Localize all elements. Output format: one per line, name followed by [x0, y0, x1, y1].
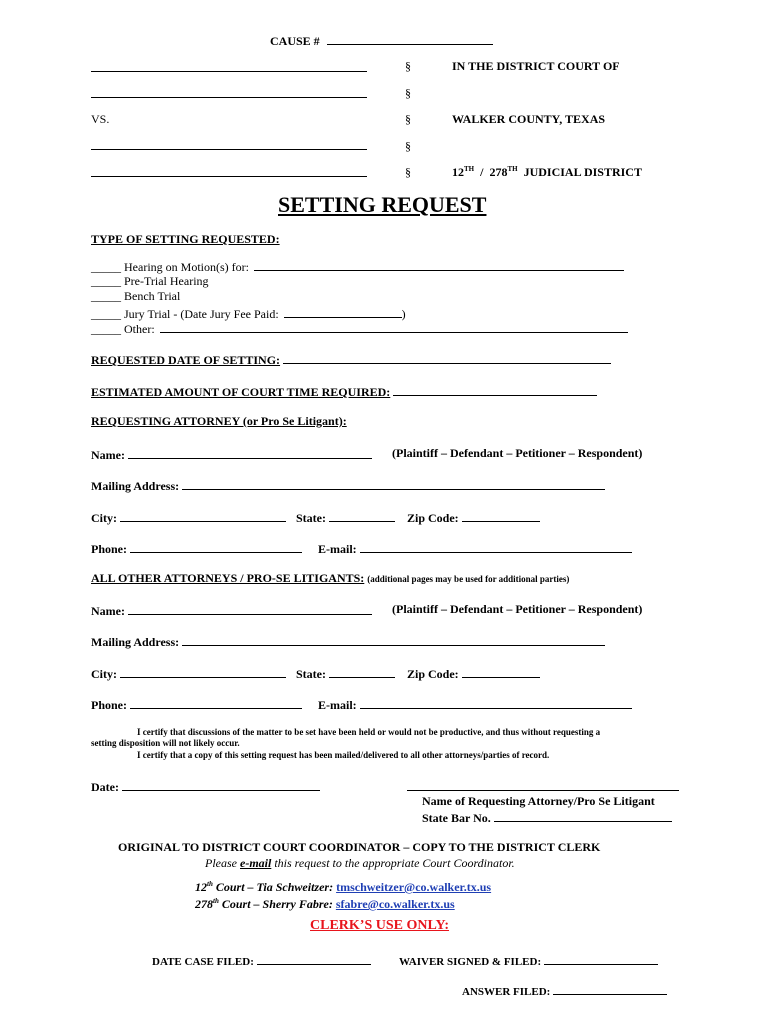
others-party-options: (Plaintiff – Defendant – Petitioner – Respondent)	[392, 602, 643, 616]
cause-label: CAUSE #	[270, 34, 320, 48]
requesting-party-options: (Plaintiff – Defendant – Petitioner – Respondent)	[392, 446, 643, 460]
others-name-row: Name:	[91, 602, 372, 619]
signature-line[interactable]	[407, 790, 679, 791]
requested-date-label: REQUESTED DATE OF SETTING:	[91, 353, 281, 367]
waiver-row: WAIVER SIGNED & FILED:	[399, 952, 658, 968]
waiver-field[interactable]	[544, 952, 658, 965]
others-email-row: E-mail:	[318, 696, 632, 713]
party-line-1[interactable]	[91, 71, 367, 72]
other-field[interactable]	[160, 320, 628, 333]
state-bar-field[interactable]	[494, 809, 672, 822]
others-name-field[interactable]	[128, 602, 372, 615]
option-bench-trial[interactable]: _____ Bench Trial	[91, 289, 181, 303]
section-symbol: §	[405, 59, 411, 73]
requesting-email-field[interactable]	[360, 540, 632, 553]
answer-filed-field[interactable]	[553, 982, 667, 995]
others-city-row: City:	[91, 665, 286, 682]
requesting-state-field[interactable]	[329, 509, 395, 522]
others-zip-field[interactable]	[462, 665, 540, 678]
court-12-email-link[interactable]: tmschweitzer@co.walker.tx.us	[336, 880, 492, 894]
cause-number-row	[270, 32, 493, 49]
others-state-row: State:	[296, 665, 395, 682]
others-heading: ALL OTHER ATTORNEYS / PRO-SE LITIGANTS:	[91, 571, 365, 585]
requesting-zip-field[interactable]	[462, 509, 540, 522]
date-field[interactable]	[122, 778, 320, 791]
type-heading: TYPE OF SETTING REQUESTED:	[91, 232, 280, 246]
vs-label: VS.	[91, 112, 110, 126]
state-bar-row: State Bar No.	[422, 809, 672, 826]
certify-line-1: I certify that discussions of the matter to be set have been held or would not be productive, and thus without requesting a	[137, 727, 601, 737]
date-filed-field[interactable]	[257, 952, 371, 965]
court-12-contact: 12th Court – Tia Schweitzer: tmschweitzer@co.walker.tx.us	[195, 880, 492, 894]
court-278-email-link[interactable]: sfabre@co.walker.tx.us	[335, 897, 455, 911]
others-phone-row: Phone:	[91, 696, 302, 713]
please-email-note: Please e-mail this request to the appropriate Court Coordinator.	[205, 856, 515, 870]
requesting-name-field[interactable]	[128, 446, 372, 459]
date-filed-row: DATE CASE FILED:	[152, 952, 371, 968]
option-hearing[interactable]: _____ Hearing on Motion(s) for:	[91, 258, 624, 275]
option-pretrial[interactable]: _____ Pre-Trial Hearing	[91, 274, 209, 288]
original-copy-note: ORIGINAL TO DISTRICT COURT COORDINATOR – COPY TO THE DISTRICT CLERK	[118, 840, 601, 854]
requesting-heading: REQUESTING ATTORNEY (or Pro Se Litigant):	[91, 414, 347, 428]
certify-line-2: setting disposition will not likely occur.	[91, 738, 240, 748]
section-symbol: §	[405, 139, 411, 153]
court-line-1: IN THE DISTRICT COURT OF	[452, 59, 620, 73]
section-symbol: §	[405, 165, 411, 179]
court-line-2: WALKER COUNTY, TEXAS	[452, 112, 606, 126]
party-line-3[interactable]	[91, 149, 367, 150]
party-line-4[interactable]	[91, 176, 367, 177]
others-mailing-row: Mailing Address:	[91, 633, 605, 650]
page-title: SETTING REQUEST	[278, 192, 487, 217]
jury-fee-date-field[interactable]	[284, 305, 402, 318]
requesting-state-row: State:	[296, 509, 395, 526]
others-state-field[interactable]	[329, 665, 395, 678]
others-heading-note: (additional pages may be used for additional parties)	[367, 574, 570, 584]
section-symbol: §	[405, 112, 411, 126]
requesting-email-row: E-mail:	[318, 540, 632, 557]
estimated-time-row	[91, 383, 597, 400]
requested-date-field[interactable]	[283, 351, 611, 364]
clerk-use-heading: CLERK’S USE ONLY:	[310, 918, 450, 933]
requesting-mailing-field[interactable]	[182, 477, 605, 490]
party-line-2[interactable]	[91, 97, 367, 98]
cause-number-field[interactable]	[327, 32, 493, 45]
others-city-field[interactable]	[120, 665, 286, 678]
date-row: Date:	[91, 778, 320, 795]
requesting-city-field[interactable]	[120, 509, 286, 522]
signature-caption: Name of Requesting Attorney/Pro Se Litigant	[422, 794, 655, 808]
requesting-mailing-row: Mailing Address:	[91, 477, 605, 494]
requesting-zip-row: Zip Code:	[407, 509, 540, 526]
requesting-phone-field[interactable]	[130, 540, 302, 553]
requesting-name-row: Name:	[91, 446, 372, 463]
estimated-time-field[interactable]	[393, 383, 597, 396]
court-278-contact: 278th Court – Sherry Fabre: sfabre@co.walker.tx.us	[195, 897, 455, 911]
answer-filed-row: ANSWER FILED:	[462, 982, 667, 998]
hearing-motion-field[interactable]	[254, 258, 624, 271]
others-zip-row: Zip Code:	[407, 665, 540, 682]
estimated-time-label: ESTIMATED AMOUNT OF COURT TIME REQUIRED:	[91, 385, 391, 399]
requesting-phone-row: Phone:	[91, 540, 302, 557]
others-heading-row	[91, 571, 569, 586]
section-symbol: §	[405, 86, 411, 100]
requesting-city-row: City:	[91, 509, 286, 526]
judicial-district: 12TH / 278TH JUDICIAL DISTRICT	[452, 165, 642, 179]
option-other[interactable]: _____ Other:	[91, 320, 628, 337]
requested-date-row	[91, 351, 611, 368]
others-phone-field[interactable]	[130, 696, 302, 709]
others-mailing-field[interactable]	[182, 633, 605, 646]
option-jury-trial[interactable]: _____ Jury Trial - (Date Jury Fee Paid: )	[91, 307, 406, 321]
others-email-field[interactable]	[360, 696, 632, 709]
certify-line-3: I certify that a copy of this setting request has been mailed/delivered to all other attorneys/parties of record.	[137, 750, 550, 760]
